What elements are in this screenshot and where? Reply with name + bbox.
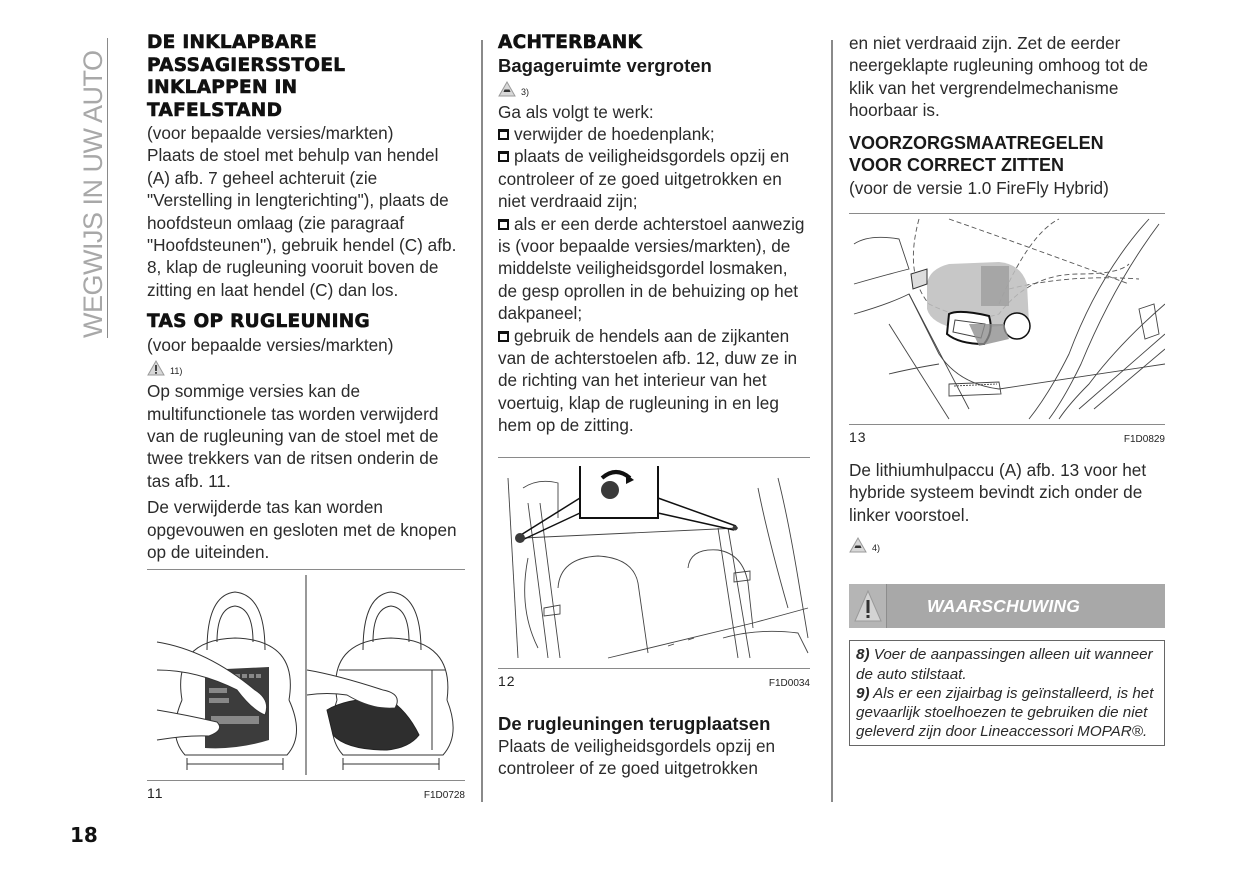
figure-code: F1D0034 bbox=[768, 677, 810, 689]
paragraph-intro: Ga als volgt te werk: bbox=[498, 101, 654, 122]
figure-number: 13 bbox=[849, 429, 867, 446]
page-number: 18 bbox=[70, 823, 98, 847]
note-number: 11) bbox=[170, 366, 183, 377]
checkbox-bullet-icon bbox=[498, 151, 509, 162]
paragraph-restore-continued: en niet verdraaid zijn. Zet de eerder neergeklapte rugleuning omhoog tot de klik van het vergrendelmechanisme hoorbaar is. bbox=[849, 33, 1149, 121]
column-1 bbox=[147, 32, 465, 801]
heading-seating-precautions: VOORZORGSMAATREGELEN VOOR CORRECT ZITTEN bbox=[849, 132, 1104, 176]
heading-fold-passenger-seat: DE INKLAPBARE PASSAGIERSSTOEL INKLAPPEN IN TAFELSTAND bbox=[147, 32, 346, 121]
list-item: verwijder de hoedenplank; bbox=[498, 123, 810, 145]
heading-rear-bench: ACHTERBANK bbox=[498, 32, 643, 53]
paragraph-bag-removal: Op sommige versies kan de multifunctionele tas worden verwijderd van de rugleuning van de stoel met de twee trekkers van de ritsen onderin de tas afb. 11. bbox=[147, 381, 439, 491]
note-number: 4) bbox=[872, 543, 881, 554]
warning-note: 9) Als er een zijairbag is geïnstalleerd, is het gevaarlijk stoelhoezen te gebruiken die niet geleverd zijn door Lineaccessori MOPAR®. bbox=[856, 684, 1154, 741]
figure-13 bbox=[849, 213, 1165, 425]
warning-title: WAARSCHUWING bbox=[927, 595, 1081, 616]
section-side-title-text: WEGWIJS IN UW AUTO bbox=[78, 50, 108, 338]
subheading-restore-backrests: De rugleuningen terugplaatsen bbox=[498, 712, 771, 734]
exclamation-triangle-icon bbox=[853, 589, 883, 623]
section-side-title bbox=[78, 38, 108, 338]
subtitle-versions: (voor bepaalde versies/markten) bbox=[147, 334, 394, 355]
warning-triangle-icon bbox=[147, 360, 165, 376]
paragraph-bag-folding: De verwijderde tas kan worden opgevouwen en gesloten met de knopen op de uiteinden. bbox=[147, 497, 457, 562]
list-item: gebruik de hendels aan de zijkanten van de achterstoelen afb. 12, duw ze in de richting van het interieur van het voertuig, klap de rugleuning in en leg hem op de zitting. bbox=[498, 325, 798, 436]
figure-13-caption bbox=[849, 429, 1165, 445]
checkbox-bullet-icon bbox=[498, 129, 509, 140]
figure-code: F1D0829 bbox=[1123, 434, 1165, 446]
subheading-enlarge-luggage: Bagageruimte vergroten bbox=[498, 54, 712, 76]
figure-12-caption bbox=[498, 673, 810, 689]
paragraph-battery-location: De lithiumhulpaccu (A) afb. 13 voor het hybride systeem bevindt zich onder de linker voorstoel. bbox=[849, 460, 1147, 525]
column-divider bbox=[481, 40, 483, 802]
checkbox-bullet-icon bbox=[498, 219, 509, 230]
paragraph-restore: Plaats de veiligheidsgordels opzij en controleer of ze goed uitgetrokken bbox=[498, 735, 776, 778]
battery-under-seat-illustration bbox=[849, 214, 1165, 423]
figure-number: 11 bbox=[147, 785, 164, 802]
subtitle-versions: (voor bepaalde versies/markten) bbox=[147, 123, 394, 143]
rear-bench-illustration bbox=[498, 458, 810, 667]
column-divider bbox=[831, 40, 833, 802]
car-triangle-icon bbox=[498, 81, 516, 97]
checkbox-bullet-icon bbox=[498, 331, 509, 342]
subtitle-version: (voor de versie 1.0 FireFly Hybrid) bbox=[849, 177, 1109, 198]
figure-12 bbox=[498, 457, 810, 669]
warning-icon-cell bbox=[849, 584, 887, 628]
column-2 bbox=[498, 32, 810, 779]
figure-code: F1D0728 bbox=[423, 790, 465, 802]
warning-note: 8) Voer de aanpassingen alleen uit wanneer de auto stilstaat. bbox=[856, 646, 1153, 683]
warning-header bbox=[849, 584, 1165, 628]
figure-11 bbox=[147, 569, 465, 781]
paragraph-fold-instructions: Plaats de stoel met behulp van hendel (A) afb. 7 geheel achteruit (zie "Verstelling in lengterichting"), plaats de hoofdsteun omlaag (zie paragraaf "Hoofdsteunen"), gebruik hendel (C) afb. 8, klap de rugleuning vooruit boven de zitting en laat hendel (C) dan los. bbox=[147, 145, 457, 300]
column-3 bbox=[849, 32, 1165, 746]
list-item: plaats de veiligheidsgordels opzij en controleer of ze goed uitgetrokken en niet verdraaid zijn; bbox=[498, 146, 790, 212]
note-reference[interactable] bbox=[849, 534, 1165, 556]
note-number: 3) bbox=[521, 86, 530, 97]
heading-seatback-bag: TAS OP RUGLEUNING bbox=[147, 311, 371, 333]
figure-number: 12 bbox=[498, 672, 516, 689]
car-triangle-icon bbox=[849, 537, 867, 553]
list-item: als er een derde achterstoel aanwezig is (voor bepaalde versies/markten), de middelste veiligheidsgordel losmaken, de gesp oprollen in de behuizing op het dakpaneel; bbox=[498, 213, 805, 324]
seat-bag-illustration bbox=[147, 570, 465, 779]
note-reference[interactable] bbox=[147, 357, 465, 379]
warning-notes bbox=[849, 640, 1165, 745]
figure-11-caption bbox=[147, 785, 465, 801]
note-reference[interactable] bbox=[498, 78, 810, 100]
